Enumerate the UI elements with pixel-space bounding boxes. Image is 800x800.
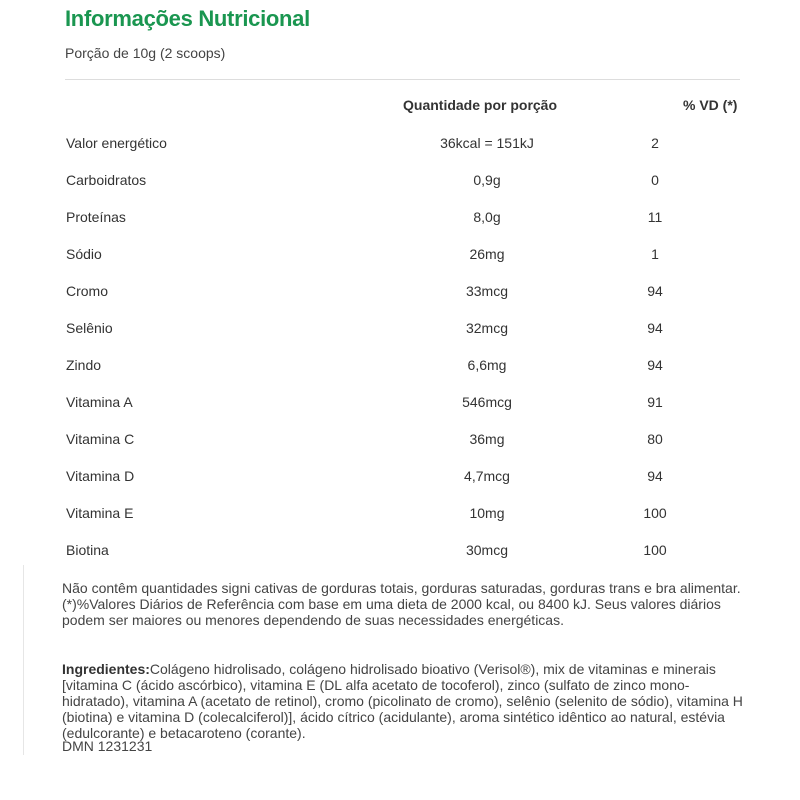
nutrient-name: Vitamina C (66, 431, 135, 447)
table-row (0, 394, 800, 431)
nutrient-name: Valor energético (66, 135, 167, 151)
page-title: Informações Nutricional (65, 6, 310, 31)
nutrient-name: Zindo (66, 357, 102, 373)
daily-values-note: Não contêm quantidades signi cativas de gorduras totais, gorduras saturadas, gorduras trans e bra alimentar. (*)%Valores Diários de Referência com base em uma dieta de 2000 kcal, ou 8400 kJ. Seus valores diários podem ser maiores ou menores dependendo de suas necessidades energéticas. (62, 580, 741, 628)
clipped-text-line: DMN 1231231 (62, 738, 153, 754)
ingredients-paragraph (62, 661, 752, 741)
nutrient-amount: 32mcg (465, 320, 509, 336)
nutrient-vd: 11 (647, 209, 663, 225)
nutrient-vd: 0 (651, 172, 659, 188)
nutrient-amount: 0,9g (473, 172, 501, 188)
table-row (0, 172, 800, 209)
section-left-border (23, 565, 24, 755)
table-row (0, 357, 800, 394)
nutrient-amount: 546mcg (462, 394, 512, 410)
column-header-quantity: Quantidade por porção (403, 97, 558, 113)
nutrient-amount: 30mcg (465, 542, 509, 558)
nutrient-name: Proteínas (66, 209, 126, 225)
nutrient-amount: 33mcg (465, 283, 509, 299)
nutrient-vd: 100 (643, 542, 667, 558)
nutrient-vd: 94 (647, 468, 663, 484)
nutrient-vd: 100 (643, 505, 667, 521)
table-row (0, 320, 800, 357)
column-header-vd: % VD (*) (683, 97, 738, 113)
table-row (0, 468, 800, 505)
table-row (0, 135, 800, 172)
serving-size: Porção de 10g (2 scoops) (65, 45, 226, 61)
nutrient-amount: 26mg (469, 246, 505, 262)
nutrient-name: Biotina (66, 542, 109, 558)
table-row (0, 431, 800, 468)
nutrient-amount: 10mg (469, 505, 505, 521)
nutrient-name: Vitamina A (66, 394, 133, 410)
nutrient-name: Sódio (66, 246, 102, 262)
nutrient-amount: 8,0g (473, 209, 501, 225)
nutrient-vd: 91 (647, 394, 663, 410)
nutrient-amount: 36mg (469, 431, 505, 447)
nutrient-vd: 80 (647, 431, 663, 447)
nutrient-name: Vitamina E (66, 505, 134, 521)
header-divider (65, 79, 740, 80)
nutrient-vd: 94 (647, 283, 663, 299)
nutrient-vd: 1 (651, 246, 659, 262)
nutrient-amount: 4,7mcg (464, 468, 510, 484)
nutrient-amount: 6,6mg (467, 357, 507, 373)
nutrient-vd: 2 (651, 135, 659, 151)
nutrient-name: Selênio (66, 320, 113, 336)
nutrient-vd: 94 (647, 357, 663, 373)
ingredients-label: Ingredientes: (62, 661, 150, 677)
table-row (0, 246, 800, 283)
ingredients-text: Colágeno hidrolisado, colágeno hidrolisado bioativo (Verisol®), mix de vitaminas e minerais [vitamina C (ácido ascórbico), vitamina E (DL alfa acetato de tocoferol), zinco (sulfato de zinco mono-hidratado), vitamina A (acetato de retinol), cromo (picolinato de cromo), selênio (selenito de sódio), vitamina H (biotina) e vitamina D (colecalciferol)], ácido cítrico (acidulante), aroma sintético idêntico ao natural, estévia (edulcorante) e betacaroteno (corante). (62, 661, 743, 741)
nutrient-name: Cromo (66, 283, 109, 299)
table-row (0, 209, 800, 246)
table-row (0, 505, 800, 542)
nutrient-name: Carboidratos (66, 172, 147, 188)
nutrient-vd: 94 (647, 320, 663, 336)
nutrient-name: Vitamina D (66, 468, 135, 484)
table-row (0, 283, 800, 320)
table-row (0, 542, 800, 579)
nutrient-amount: 36kcal = 151kJ (440, 135, 534, 151)
